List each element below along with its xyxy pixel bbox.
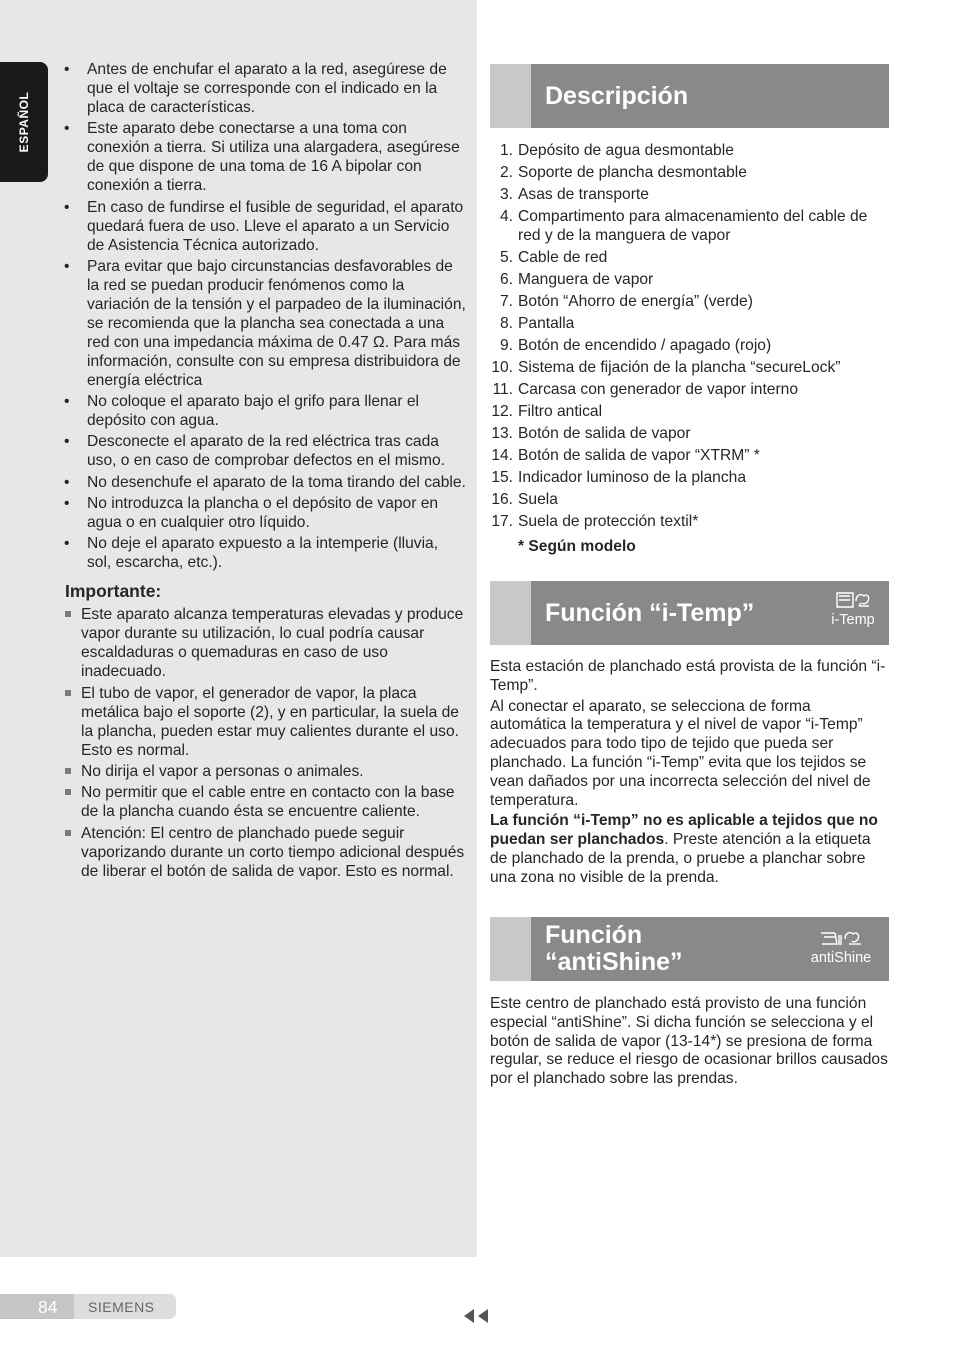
item-text: Botón “Ahorro de energía” (verde) [518,293,753,310]
description-item [488,446,890,465]
item-number: 9. [499,337,513,354]
item-number: 16. [491,491,513,508]
item-number: 6. [499,271,513,288]
safety-item [62,257,466,390]
safety-item [62,198,466,255]
square-bullet-icon [65,690,71,696]
antishine-title-line-2: “antiShine” [545,948,683,976]
item-number: 17. [491,513,513,530]
description-item [488,402,890,421]
header-stripe [490,581,531,645]
double-chevron-left-icon[interactable] [462,1308,490,1329]
square-bullet-icon [65,830,71,836]
item-number: 10. [491,359,513,376]
safety-item [62,392,466,430]
important-heading: Importante: [65,581,162,602]
safety-list [62,60,466,572]
bullet-icon: • [64,495,70,513]
safety-item-text: Para evitar que bajo circunstancias desfavorables de la red se puedan producir fenómenos como la variación de la tensión y el parpadeo de la iluminación, se recomienda que la plancha sea conectada a una red con una impedancia máxima de 0.47 Ω. Para más información, consulte con su empresa distribuidora de energía eléctrica [87,257,466,389]
square-bullet-icon [65,789,71,795]
safety-item [62,494,466,532]
item-text: Compartimento para almacenamiento del cable de red y de la manguera de vapor [518,208,868,244]
safety-item-text: Antes de enchufar el aparato a la red, asegúrese de que el voltaje se corresponde con el indicado en la placa de características. [87,61,447,116]
item-text: Suela de protección textil* [518,513,699,530]
description-item [488,424,890,443]
item-number: 14. [491,447,513,464]
item-text: Cable de red [518,249,608,266]
description-item [488,314,890,333]
header-stripe [490,917,531,981]
item-number: 2. [499,164,513,181]
item-number: 13. [491,425,513,442]
itemp-paragraph-3 [490,812,890,887]
description-item [488,380,890,399]
item-number: 12. [491,403,513,420]
item-text: Carcasa con generador de vapor interno [518,381,798,398]
description-item [488,490,890,509]
description-item [488,468,890,487]
description-item [488,512,890,531]
iron-temp-icon [825,591,881,628]
item-text: Depósito de agua desmontable [518,142,734,159]
item-number: 11. [492,381,513,398]
antishine-icon-label: antiShine [810,950,872,966]
safety-column [62,60,466,883]
safety-item [62,60,466,117]
itemp-warning-bold: La función “i-Temp” no es aplicable a tejidos que no puedan ser planchados [490,812,878,849]
bullet-icon: • [64,61,70,78]
descripcion-title: Descripción [545,82,689,110]
item-text: Filtro antical [518,403,603,420]
iron-antishine-icon [801,929,881,966]
item-text: Soporte de plancha desmontable [518,164,747,181]
description-item [488,270,890,289]
itemp-warning-rest: . Preste atención a la etiqueta de planchado de la prenda, o pruebe a planchar sobre una zona no visible de la prenda. [490,831,871,886]
page-number-box [0,1294,74,1319]
description-item [488,141,890,160]
brand-name: SIEMENS [88,1299,155,1315]
important-item [62,684,466,760]
bullet-icon: • [64,433,70,451]
bullet-icon: • [64,120,70,138]
important-list [62,605,466,880]
antishine-title [545,922,683,976]
antishine-title-line-1: Función [545,921,643,949]
item-text: Sistema de fijación de la plancha “secureLock” [518,359,841,376]
important-item [62,783,466,821]
item-text: Indicador luminoso de la plancha [518,469,746,486]
item-number: 15. [491,469,513,486]
safety-item [62,473,466,492]
item-text: Suela [518,491,558,508]
itemp-paragraph-2: Al conectar el aparato, se selecciona de forma automática la temperatura y el nivel de vapor “i-Temp” adecuados para todo tipo de tejido que pueda ser planchado. La función “i-Temp” evita que los tejidos se vean dañados por una incorrecta selección del nivel de temperatura. [490,697,871,809]
square-bullet-icon [65,768,71,774]
safety-item-text: No deje el aparato expuesto a la intemperie (lluvia, sol, escarcha, etc.). [87,535,439,572]
item-text: Botón de salida de vapor [518,425,691,442]
important-item-text: Atención: El centro de planchado puede seguir vaporizando durante un corto tiempo adicional después de liberar el botón de salida de vapor. Esto es normal. [81,824,465,880]
bullet-icon: • [64,257,70,275]
item-number: 1. [499,142,513,159]
safety-item [62,534,466,572]
itemp-icon-label: i-Temp [831,612,875,628]
header-stripe [490,64,531,128]
item-number: 5. [499,249,513,266]
itemp-paragraph-1: Esta estación de planchado está provista de la función “i-Temp”. [490,658,886,694]
language-label: ESPAÑOL [17,91,31,153]
item-text: Pantalla [518,315,575,332]
item-text: Botón de encendido / apagado (rojo) [518,337,772,354]
bullet-icon: • [64,198,70,216]
descripcion-header [490,64,889,128]
safety-item-text: Este aparato debe conectarse a una toma con conexión a tierra. Si utiliza una alargadera, asegúrese de que dispone de una toma de 16 A bipolar con conexión a tierra. [87,120,460,195]
safety-item-text: No introduzca la plancha o el depósito de vapor en agua o en cualquier otro líquido. [87,495,439,532]
item-text: Asas de transporte [518,186,649,203]
description-item [488,207,890,245]
itemp-header [490,581,889,645]
item-number: 8. [499,315,513,332]
safety-item-text: No desenchufe el aparato de la toma tirando del cable. [87,473,466,491]
item-text: Manguera de vapor [518,271,654,288]
safety-item [62,119,466,195]
safety-item [62,432,466,470]
antishine-body [490,995,890,1091]
important-item [62,824,466,881]
important-item-text: Este aparato alcanza temperaturas elevadas y produce vapor durante su utilización, lo cual podría causar escaldaduras o quemaduras en caso de uso inadecuado. [81,606,464,681]
description-item [488,292,890,311]
item-number: 3. [499,186,513,203]
important-item [62,605,466,681]
model-note: * Según modelo [518,538,636,555]
description-list [488,141,890,534]
antishine-header [490,917,889,981]
square-bullet-icon [65,611,71,617]
safety-item-text: No coloque el aparato bajo el grifo para llenar el depósito con agua. [87,393,420,430]
description-item [488,248,890,267]
bullet-icon: • [64,393,70,411]
itemp-body [490,658,890,890]
description-item [488,358,890,377]
safety-item-text: En caso de fundirse el fusible de seguridad, el aparato quedará fuera de uso. Lleve el aparato a un Servicio de Asistencia Técnica autorizado. [87,198,464,254]
page-number: 84 [38,1297,58,1317]
important-item-text: El tubo de vapor, el generador de vapor, la placa metálica bajo el soporte (2), y en particular, la suela de la plancha, pueden estar muy calientes durante el uso. Esto es normal. [81,684,459,759]
important-item-text: No dirija el vapor a personas o animales. [81,762,364,780]
important-item-text: No permitir que el cable entre en contacto con la base de la plancha cuando ésta se encuentre caliente. [81,784,455,821]
antishine-paragraph-1: Este centro de planchado está provisto de una función especial “antiShine”. Si dicha función se selecciona y el botón de salida de vapor (13-14*) se presiona de forma regular, se reduce el riesgo de ocasionar brillos causados por el planchado sobre las prendas. [490,995,888,1088]
bullet-icon: • [64,535,70,553]
description-item [488,185,890,204]
itemp-title: Función “i-Temp” [545,599,755,627]
bullet-icon: • [64,473,70,491]
item-number: 4. [499,208,513,225]
safety-item-text: Desconecte el aparato de la red eléctrica tras cada uso, o en caso de comprobar defectos en el mismo. [87,433,445,470]
item-number: 7. [499,293,513,310]
item-text: Botón de salida de vapor “XTRM” * [518,447,760,464]
important-item [62,762,466,781]
description-item [488,163,890,182]
description-item [488,336,890,355]
